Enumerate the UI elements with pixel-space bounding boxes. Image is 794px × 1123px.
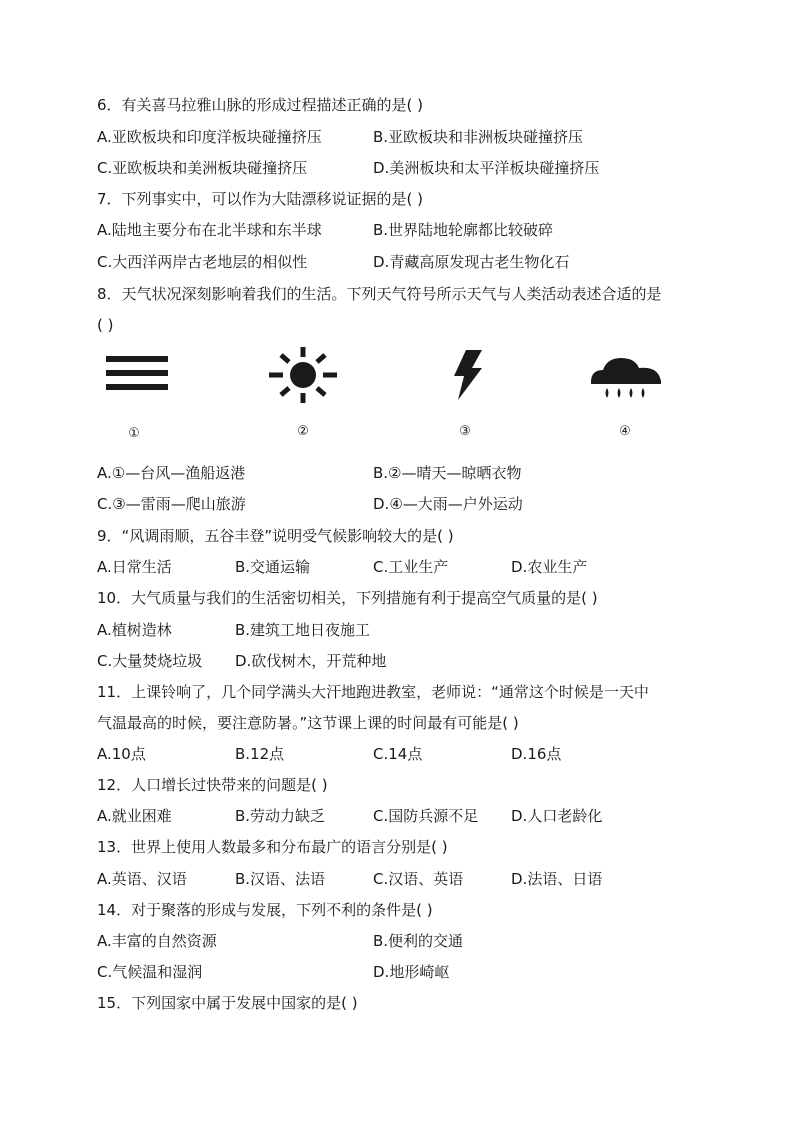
q11-option-b: B.12点: [235, 745, 285, 763]
question-10-stem: 10．大气质量与我们的生活密切相关，下列措施有利于提高空气质量的是( ): [97, 589, 598, 607]
q6-option-c: C.亚欧板块和美洲板块碰撞挤压: [97, 159, 308, 177]
q13-option-b: B.汉语、法语: [235, 870, 326, 888]
symbol-label-1: ①: [128, 426, 140, 441]
q14-option-c: C.气候温和湿润: [97, 963, 203, 981]
q13-option-c: C.汉语、英语: [373, 870, 464, 888]
question-14-stem: 14．对于聚落的形成与发展，下列不利的条件是( ): [97, 901, 433, 919]
question-15-stem: 15．下列国家中属于发展中国家的是( ): [97, 994, 358, 1012]
q8-option-d: D.④—大雨—户外运动: [373, 495, 523, 513]
q9-option-b: B.交通运输: [235, 558, 311, 576]
q14-option-a: A.丰富的自然资源: [97, 932, 217, 950]
q6-option-d: D.美洲板块和太平洋板块碰撞挤压: [373, 159, 600, 177]
q8-option-a: A.①—台风—渔船返港: [97, 464, 246, 482]
q8-option-c: C.③—雷雨—爬山旅游: [97, 495, 246, 513]
q7-option-b: B.世界陆地轮廓都比较破碎: [373, 221, 554, 239]
fog-icon: [106, 356, 168, 394]
question-8-stem: 8．天气状况深刻影响着我们的生活。下列天气符号所示天气与人类活动表述合适的是: [97, 285, 662, 303]
question-7-stem: 7．下列事实中，可以作为大陆漂移说证据的是( ): [97, 190, 424, 208]
q9-option-d: D.农业生产: [511, 558, 588, 576]
q11-option-a: A.10点: [97, 745, 146, 763]
q11-option-d: D.16点: [511, 745, 562, 763]
q8-option-b: B.②—晴天—晾晒衣物: [373, 464, 522, 482]
q6-option-a: A.亚欧板块和印度洋板块碰撞挤压: [97, 128, 322, 146]
thunder-icon: [452, 350, 484, 404]
q13-option-a: A.英语、汉语: [97, 870, 187, 888]
question-9-stem: 9．“风调雨顺，五谷丰登”说明受气候影响较大的是( ): [97, 527, 454, 545]
heavy-rain-icon: [587, 354, 663, 406]
q12-option-d: D.人口老龄化: [511, 807, 603, 825]
question-11-stem-cont: 气温最高的时候，要注意防暑。”这节课上课的时间最有可能是( ): [97, 714, 519, 732]
q13-option-d: D.法语、日语: [511, 870, 603, 888]
q7-option-c: C.大西洋两岸古老地层的相似性: [97, 253, 308, 271]
q10-option-d: D.砍伐树木，开荒种地: [235, 652, 387, 670]
sunny-icon: [267, 345, 339, 409]
question-12-stem: 12．人口增长过快带来的问题是( ): [97, 776, 328, 794]
symbol-label-2: ②: [297, 424, 309, 439]
symbol-label-3: ③: [459, 424, 471, 439]
q10-option-c: C.大量焚烧垃圾: [97, 652, 203, 670]
q10-option-a: A.植树造林: [97, 621, 172, 639]
q9-option-c: C.工业生产: [373, 558, 449, 576]
question-6-stem: 6．有关喜马拉雅山脉的形成过程描述正确的是( ): [97, 96, 424, 114]
q11-option-c: C.14点: [373, 745, 423, 763]
q14-option-b: B.便利的交通: [373, 932, 464, 950]
q12-option-b: B.劳动力缺乏: [235, 807, 326, 825]
q6-option-b: B.亚欧板块和非洲板块碰撞挤压: [373, 128, 584, 146]
question-11-stem: 11．上课铃响了，几个同学满头大汗地跑进教室，老师说：“通常这个时候是一天中: [97, 683, 649, 701]
q7-option-a: A.陆地主要分布在北半球和东半球: [97, 221, 322, 239]
q12-option-a: A.就业困难: [97, 807, 172, 825]
symbol-label-4: ④: [619, 424, 631, 439]
q10-option-b: B.建筑工地日夜施工: [235, 621, 371, 639]
question-13-stem: 13．世界上使用人数最多和分布最广的语言分别是( ): [97, 838, 448, 856]
question-8-stem-cont: ( ): [97, 316, 114, 334]
q9-option-a: A.日常生活: [97, 558, 172, 576]
q14-option-d: D.地形崎岖: [373, 963, 450, 981]
q7-option-d: D.青藏高原发现古老生物化石: [373, 253, 570, 271]
q12-option-c: C.国防兵源不足: [373, 807, 479, 825]
